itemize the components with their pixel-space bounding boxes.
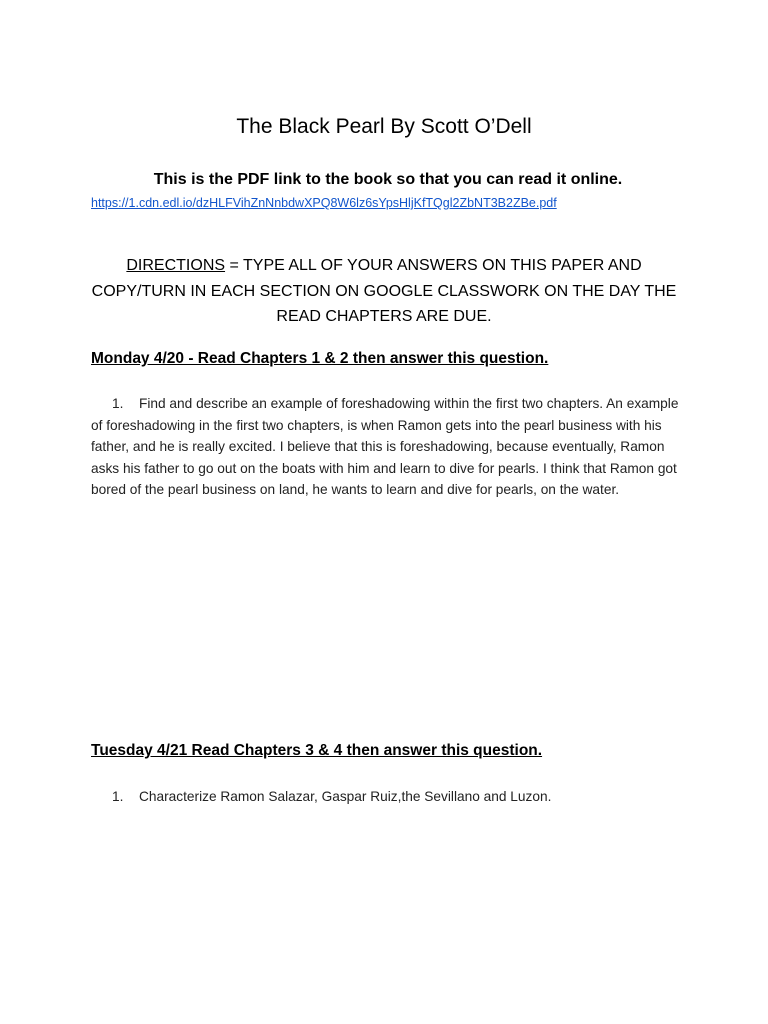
section-monday-content xyxy=(91,393,691,501)
question-number: 1. xyxy=(112,789,124,804)
pdf-link[interactable]: https://1.cdn.edl.io/dzHLFVihZnNnbdwXPQ8W6lz6sYpsHljKfTQgl2ZbNT3B2ZBe.pdf xyxy=(91,196,557,210)
section-tuesday-content xyxy=(91,786,691,808)
directions-text: = TYPE ALL OF YOUR ANSWERS ON THIS PAPER AND COPY/TURN IN EACH SECTION ON GOOGLE CLASSWORK ON THE DAY THE READ CHAPTERS ARE DUE. xyxy=(91,257,677,325)
section-heading-tuesday: Tuesday 4/21 Read Chapters 3 & 4 then answer this question. xyxy=(91,742,543,759)
question-number: 1. xyxy=(112,396,124,411)
pdf-intro-text: This is the PDF link to the book so that you can read it online. xyxy=(153,171,623,188)
answer-text[interactable]: An example of foreshadowing in the first two chapters, is when Ramon gets into the pearl business with his father, and he is really excited. I believe that this is foreshadowing, because eventually, Ramon asks his father to go out on the boats with him and learn to dive for pearls. I think that Ramon got bored of the pearl business on land, he wants to learn and dive for pearls, on the water. xyxy=(91,396,679,498)
question-text: Find and describe an example of foreshadowing within the first two chapters. xyxy=(139,396,604,411)
directions-label: DIRECTIONS xyxy=(126,257,226,274)
question-text: Characterize Ramon Salazar, Gaspar Ruiz,the Sevillano and Luzon. xyxy=(139,789,552,804)
directions-paragraph xyxy=(80,253,688,330)
document-title: The Black Pearl By Scott O’Dell xyxy=(236,115,532,138)
section-heading-monday: Monday 4/20 - Read Chapters 1 & 2 then answer this question. xyxy=(91,350,549,367)
